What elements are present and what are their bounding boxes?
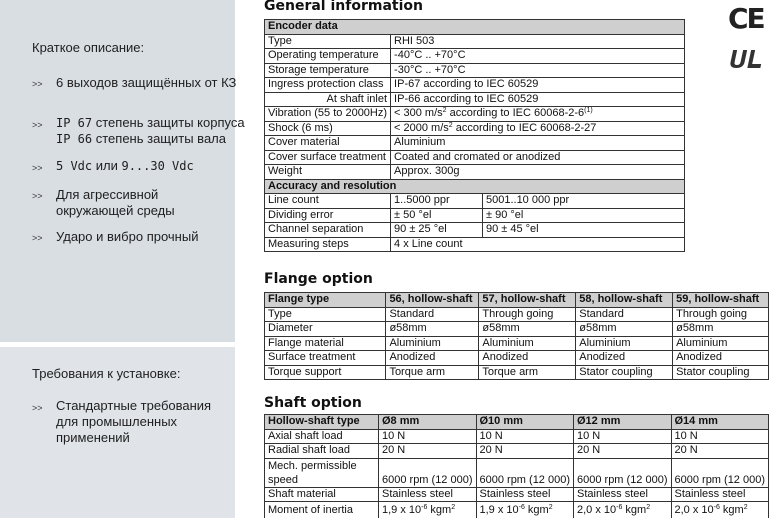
- row-value: Aluminium: [391, 136, 685, 151]
- table-row: [265, 136, 685, 151]
- bullet-icon: >>: [32, 403, 43, 413]
- value-text: 1,9 x 10: [479, 503, 519, 516]
- row-value: 90 ± 45 °el: [482, 223, 684, 238]
- shaft-header-row: [265, 415, 769, 430]
- row-label: Cover surface treatment: [265, 150, 391, 165]
- table-row: [265, 121, 685, 136]
- summary-title: Краткое описание:: [32, 40, 145, 55]
- table-row: [265, 92, 685, 107]
- general-info-title: General information: [264, 0, 423, 14]
- value-text: < 300 m/s: [394, 107, 443, 120]
- row-label: Channel separation: [265, 223, 391, 238]
- cell: Aluminium: [576, 336, 673, 351]
- cell: [574, 502, 672, 518]
- unit: kgm: [719, 503, 744, 516]
- bullet-shockproof: Ударо и вибро прочный: [56, 229, 199, 244]
- row-label: Axial shaft load: [265, 429, 379, 444]
- table-row: [265, 502, 769, 518]
- row-label: Radial shaft load: [265, 444, 379, 459]
- cell: 6000 rpm (12 000): [671, 458, 769, 487]
- install-line2: для промышленных: [56, 414, 178, 429]
- install-line3: применений: [56, 430, 130, 445]
- installation-title: Требования к установке:: [32, 366, 181, 381]
- cell: Stator coupling: [673, 365, 769, 380]
- cell: Standard: [576, 307, 673, 322]
- cell: 10 N: [671, 429, 769, 444]
- cell: Through going: [479, 307, 576, 322]
- table-row: [265, 458, 769, 487]
- row-label: Type: [265, 307, 386, 322]
- row-label: Type: [265, 34, 391, 49]
- encoder-data-table: [264, 19, 685, 252]
- bullet-ip66: [56, 131, 226, 147]
- cell: Stainless steel: [476, 487, 574, 502]
- table-row: [265, 487, 769, 502]
- unit: kgm: [524, 503, 549, 516]
- cell: 10 N: [574, 429, 672, 444]
- cell: ø58mm: [479, 322, 576, 337]
- row-value: ± 90 °el: [482, 208, 684, 223]
- row-value: 5001..10 000 ppr: [482, 194, 684, 209]
- row-label: Ingress protection class: [265, 78, 391, 93]
- row-value: IP-67 according to IEC 60529: [391, 78, 685, 93]
- column-header: Ø8 mm: [379, 415, 477, 430]
- row-label: Storage temperature: [265, 63, 391, 78]
- table-row: [265, 150, 685, 165]
- column-header: Hollow-shaft type: [265, 415, 379, 430]
- column-header: Ø12 mm: [574, 415, 672, 430]
- cell: [671, 502, 769, 518]
- table-row: [265, 194, 685, 209]
- exponent: -6: [421, 503, 428, 511]
- table-row: [265, 49, 685, 64]
- row-value: 90 ± 25 °el: [391, 223, 483, 238]
- value-text: < 2000 m/s: [394, 121, 449, 134]
- voltage-range: 9...30 Vdc: [121, 159, 194, 173]
- column-header: Ø14 mm: [671, 415, 769, 430]
- row-label: Flange material: [265, 336, 386, 351]
- row-label: Moment of inertia: [265, 502, 379, 518]
- exponent: -6: [518, 503, 525, 511]
- row-label: [265, 458, 379, 487]
- value-text: 1,9 x 10: [382, 503, 422, 516]
- row-label: Diameter: [265, 322, 386, 337]
- row-label-line1: Mech. permissible: [268, 459, 357, 472]
- column-header: 57, hollow-shaft: [479, 293, 576, 308]
- exponent: -6: [713, 503, 720, 511]
- cell: 20 N: [671, 444, 769, 459]
- row-label-line2: speed: [268, 473, 298, 486]
- column-header: 56, hollow-shaft: [386, 293, 479, 308]
- row-label: Surface treatment: [265, 351, 386, 366]
- shaft-option-title: Shaft option: [264, 395, 362, 411]
- row-value: [391, 121, 685, 136]
- row-value: IP-66 according to IEC 60529: [391, 92, 685, 107]
- cell: 6000 rpm (12 000): [379, 458, 477, 487]
- ip67-code: IP 67: [56, 116, 93, 130]
- exponent: 2: [548, 503, 553, 511]
- cell: ø58mm: [673, 322, 769, 337]
- value-text: 2,0 x 10: [674, 503, 714, 516]
- flange-option-title: Flange option: [264, 271, 373, 287]
- row-label: Dividing error: [265, 208, 391, 223]
- accuracy-header: Accuracy and resolution: [265, 179, 685, 194]
- table-row: [265, 208, 685, 223]
- superscript: 2: [448, 121, 453, 129]
- value-text: 2,0 x 10: [577, 503, 617, 516]
- row-label: Operating temperature: [265, 49, 391, 64]
- exponent: 2: [646, 503, 651, 511]
- bullet-aggressive-line2: окружающей среды: [56, 203, 175, 218]
- ce-mark-icon: CE: [728, 2, 764, 35]
- cell: ø58mm: [386, 322, 479, 337]
- table-row: [265, 237, 685, 252]
- row-label: Torque support: [265, 365, 386, 380]
- value-text: according to IEC 60068-2-27: [452, 121, 597, 134]
- cell: Anodized: [386, 351, 479, 366]
- table-row: [265, 63, 685, 78]
- cell: Through going: [673, 307, 769, 322]
- cell: Aluminium: [673, 336, 769, 351]
- ip66-code: IP 66: [56, 132, 93, 146]
- bullet-aggressive-line1: Для агрессивной: [56, 187, 159, 202]
- voltage-or: или: [95, 158, 118, 173]
- cell: 20 N: [574, 444, 672, 459]
- table-row: [265, 223, 685, 238]
- row-label: At shaft inlet: [265, 92, 391, 107]
- cell: ø58mm: [576, 322, 673, 337]
- superscript: 2: [442, 107, 447, 115]
- bullet-icon: >>: [32, 233, 43, 243]
- cell: Torque arm: [386, 365, 479, 380]
- install-line1: Стандартные требования: [56, 398, 212, 413]
- row-value: -40°C .. +70°C: [391, 49, 685, 64]
- row-value: Approx. 300g: [391, 165, 685, 180]
- cell: 10 N: [476, 429, 574, 444]
- row-value: -30°C .. +70°C: [391, 63, 685, 78]
- bullet-icon: >>: [32, 163, 43, 173]
- shaft-table: [264, 414, 769, 518]
- exponent: 2: [743, 503, 748, 511]
- bullet-voltage: [56, 158, 194, 174]
- column-header: 59, hollow-shaft: [673, 293, 769, 308]
- bullet-icon: >>: [32, 79, 43, 89]
- row-value: [391, 107, 685, 122]
- unit: kgm: [427, 503, 452, 516]
- bullet-short-circuit: 6 выходов защищённых от КЗ: [56, 75, 237, 90]
- encoder-data-header: Encoder data: [265, 20, 685, 35]
- table-row: [265, 429, 769, 444]
- cell: 6000 rpm (12 000): [476, 458, 574, 487]
- table-row: [265, 107, 685, 122]
- cell: 20 N: [379, 444, 477, 459]
- cell: Stainless steel: [574, 487, 672, 502]
- table-row: [265, 336, 769, 351]
- row-value: RHI 503: [391, 34, 685, 49]
- cell: 6000 rpm (12 000): [574, 458, 672, 487]
- row-label: Shaft material: [265, 487, 379, 502]
- exponent: -6: [616, 503, 623, 511]
- row-label: Weight: [265, 165, 391, 180]
- cell: Anodized: [479, 351, 576, 366]
- table-row: [265, 351, 769, 366]
- row-label: Cover material: [265, 136, 391, 151]
- bullet-icon: >>: [32, 120, 43, 130]
- footnote-ref: (1): [584, 107, 593, 115]
- unit: kgm: [622, 503, 647, 516]
- row-label: Line count: [265, 194, 391, 209]
- ip66-text: степень защиты вала: [95, 131, 226, 146]
- row-label: Shock (6 ms): [265, 121, 391, 136]
- column-header: Flange type: [265, 293, 386, 308]
- row-value: 4 x Line count: [391, 237, 685, 252]
- cell: Anodized: [576, 351, 673, 366]
- row-label: Vibration (55 to 2000Hz): [265, 107, 391, 122]
- cell: 10 N: [379, 429, 477, 444]
- row-value: Coated and cromated or anodized: [391, 150, 685, 165]
- table-row: [265, 165, 685, 180]
- table-row: [265, 322, 769, 337]
- cell: Torque arm: [479, 365, 576, 380]
- voltage-5v: 5 Vdc: [56, 159, 93, 173]
- ul-recognized-icon: [728, 46, 766, 72]
- cell: [476, 502, 574, 518]
- ip67-text: степень защиты корпуса: [95, 115, 245, 130]
- flange-table: [264, 292, 769, 380]
- table-row: [265, 34, 685, 49]
- column-header: 58, hollow-shaft: [576, 293, 673, 308]
- row-label: Measuring steps: [265, 237, 391, 252]
- table-row: [265, 444, 769, 459]
- cell: Aluminium: [386, 336, 479, 351]
- row-value: ± 50 °el: [391, 208, 483, 223]
- exponent: 2: [451, 503, 456, 511]
- value-text: according to IEC 60068-2-6: [446, 107, 585, 120]
- cell: [379, 502, 477, 518]
- cell: Standard: [386, 307, 479, 322]
- cell: Stator coupling: [576, 365, 673, 380]
- column-header: Ø10 mm: [476, 415, 574, 430]
- cell: Anodized: [673, 351, 769, 366]
- flange-header-row: [265, 293, 769, 308]
- bullet-ip67: [56, 115, 245, 131]
- cell: Aluminium: [479, 336, 576, 351]
- row-value: 1..5000 ppr: [391, 194, 483, 209]
- table-row: [265, 78, 685, 93]
- bullet-icon: >>: [32, 191, 43, 201]
- cell: Stainless steel: [671, 487, 769, 502]
- table-row: [265, 307, 769, 322]
- cell: Stainless steel: [379, 487, 477, 502]
- table-row: [265, 365, 769, 380]
- cell: 20 N: [476, 444, 574, 459]
